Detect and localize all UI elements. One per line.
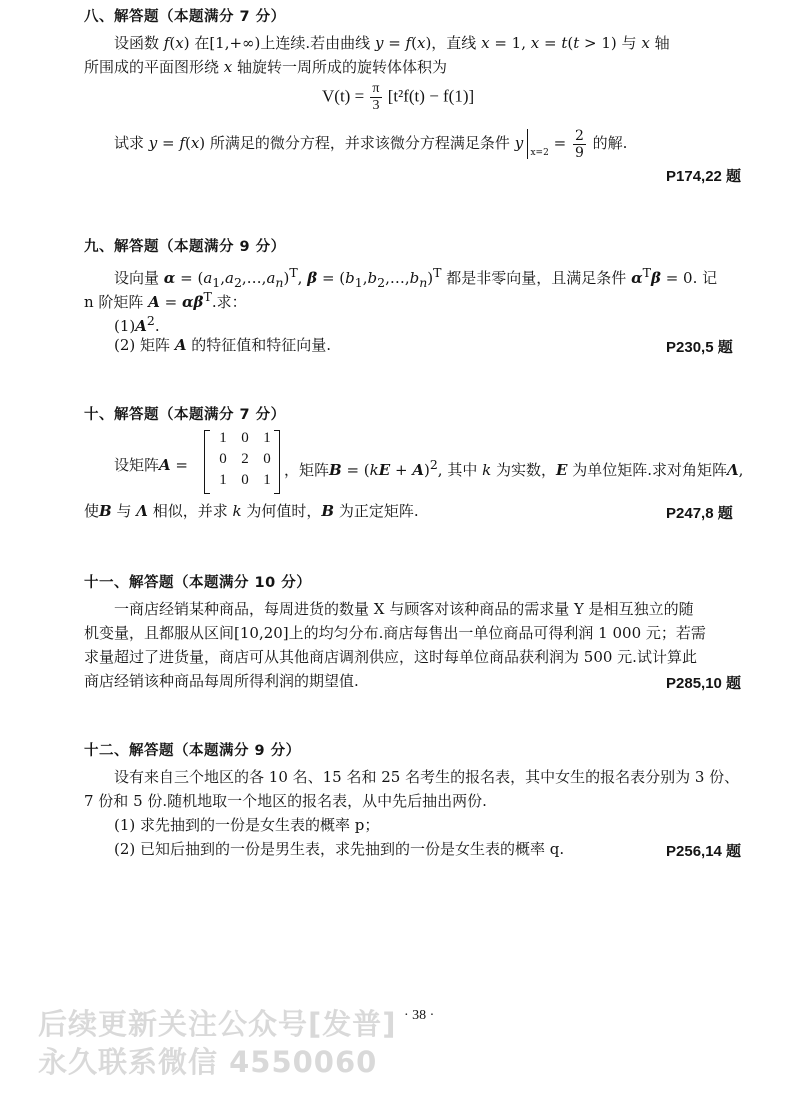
q9-line-1: 设向量 $\alpha = (a_1,a_2,\dots,a_n)^T$, $\beta = (b_1,b_2,\dots,b_n)^T$ 都是非零向量，且满足条件 $\alpha^T\beta = 0$. 记 <box>114 265 718 290</box>
q8-line-2: 所围成的平面图形绕 x 轴旋转一周所成的旋转体体积为 <box>84 58 448 76</box>
q9-line-2: n 阶矩阵 $A = \alpha\beta^T$.求： <box>84 289 247 311</box>
watermark-line-1: 后续更新关注公众号[发普] <box>38 1007 397 1041</box>
q12-item-1: (1) 求先抽到的一份是女生表的概率 p； <box>114 816 380 834</box>
q8-reference: P174,22 题 <box>666 168 742 185</box>
q11-reference: P285,10 题 <box>666 675 742 692</box>
q10-heading: 十、解答题（本题满分 7 分） <box>84 407 286 423</box>
q12-item-2: (2) 已知后抽到的一份是男生表，求先抽到的一份是女生表的概率 q. <box>114 840 565 858</box>
q12-heading: 十二、解答题（本题满分 9 分） <box>84 743 301 759</box>
page-number: · 38 · <box>404 1008 435 1023</box>
q10-line-1-right: ，矩阵B = (kE + A)$^2$, 其中 k 为实数，E 为单位矩阵.求对角矩阵Λ, <box>284 457 744 479</box>
q10-line-2: 使B 与 Λ 相似，并求 k 为何值时，B 为正定矩阵. <box>84 502 419 520</box>
q11-line-1: 一商店经销某种商品，每周进货的数量 X 与顾客对该种商品的需求量 Y 是相互独立的随 <box>114 600 694 618</box>
q12-line-2: 7 份和 5 份.随机地取一个地区的报名表，从中先后抽出两份. <box>84 792 487 810</box>
q12-line-1: 设有来自三个地区的各 10 名、15 名和 25 名考生的报名表，其中女生的报名表分别为 3 份、 <box>114 768 740 786</box>
q12-reference: P256,14 题 <box>666 843 742 860</box>
q10-reference: P247,8 题 <box>666 505 733 522</box>
q9-item-1: $(1)A^2$. <box>114 313 160 335</box>
q8-line-3: 试求 y = f(x) 所满足的微分方程，并求该微分方程满足条件 $y_{x=2}$ = $\frac{2}{9}$ 的解. <box>114 127 628 161</box>
q8-volume-formula: V(t) = $\frac{\pi}{3}$ [t²f(t) − f(1)] <box>322 81 475 113</box>
q11-heading: 十一、解答题（本题满分 10 分） <box>84 575 312 591</box>
q11-line-4: 商店经销该种商品每周所得利润的期望值. <box>84 672 359 690</box>
q9-item-2: (2) 矩阵 A 的特征值和特征向量. <box>114 336 332 354</box>
q11-line-2: 机变量，且都服从区间[10,20]上的均匀分布.商店每售出一单位商品可得利润 1 000 元；若需 <box>84 624 706 642</box>
watermark-line-2: 永久联系微信 4550060 <box>38 1045 378 1079</box>
q9-heading: 九、解答题（本题满分 9 分） <box>84 239 286 255</box>
q8-line-1: 设函数 f(x) 在[1,+∞)上连续.若由曲线 y = f(x)，直线 x = 1, x = t(t > 1) 与 x 轴 <box>114 34 670 52</box>
q10-line-1-left: 设矩阵A = <box>114 456 188 474</box>
q8-heading: 八、解答题（本题满分 7 分） <box>84 9 286 25</box>
q11-line-3: 求量超过了进货量，商店可从其他商店调剂供应，这时每单位商品获利润为 500 元.试计算此 <box>84 648 697 666</box>
matrix-row-3: 1 0 1 <box>219 472 271 488</box>
matrix-row-1: 1 0 1 <box>219 430 271 446</box>
q10-matrix-a <box>204 430 280 494</box>
matrix-row-2: 0 2 0 <box>219 451 271 467</box>
q9-reference: P230,5 题 <box>666 339 733 356</box>
